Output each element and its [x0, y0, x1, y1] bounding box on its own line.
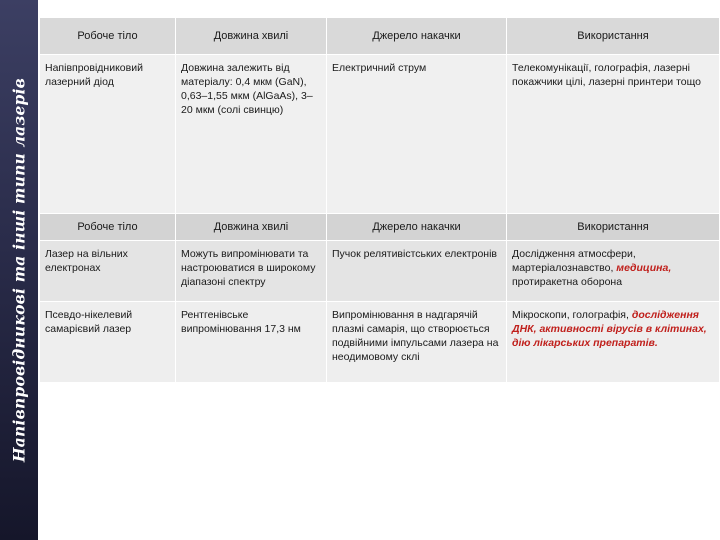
- header-row: [40, 214, 720, 241]
- usage-text: Мікроскопи, голографія,: [512, 309, 632, 321]
- header-row: [40, 18, 720, 55]
- header-working-medium: Робоче тіло: [40, 214, 176, 241]
- side-title-band: [0, 0, 38, 540]
- cell-working-medium: Псевдо-нікелевий самарієвий лазер: [40, 302, 176, 383]
- cell-wavelength: Рентгенівське випромінювання 17,3 нм: [176, 302, 327, 383]
- cell-wavelength: Довжина залежить від матеріалу: 0,4 мкм (GaN), 0,63–1,55 мкм (AlGaAs), 3–20 мкм (солі свинцю): [176, 55, 327, 214]
- cell-pump-source: Електричний струм: [327, 55, 507, 214]
- header-wavelength: Довжина хвилі: [176, 18, 327, 55]
- usage-highlight: дослідження ДНК, активності вірусів в клітинах, дію лікарських препаратів.: [512, 309, 707, 349]
- table-row: [40, 302, 720, 383]
- cell-working-medium: Лазер на вільних електронах: [40, 241, 176, 302]
- slide-title: Напівпровідникові та інші типи лазерів: [9, 77, 29, 463]
- table-row: [40, 55, 720, 214]
- header-pump-source: Джерело накачки: [327, 214, 507, 241]
- table-row: [40, 241, 720, 302]
- cell-wavelength: Можуть випромінювати та настроюватися в широкому діапазоні спектру: [176, 241, 327, 302]
- usage-highlight: медицина,: [616, 262, 672, 274]
- cell-usage: [507, 302, 720, 383]
- header-usage: Використання: [507, 214, 720, 241]
- cell-usage: [507, 241, 720, 302]
- cell-working-medium: Напівпровідниковий лазерний діод: [40, 55, 176, 214]
- laser-types-table: [40, 18, 720, 383]
- header-working-medium: Робоче тіло: [40, 18, 176, 55]
- cell-pump-source: Пучок релятивістських електронів: [327, 241, 507, 302]
- usage-text-tail: протиракетна оборона: [512, 276, 623, 288]
- header-usage: Використання: [507, 18, 720, 55]
- header-wavelength: Довжина хвилі: [176, 214, 327, 241]
- cell-usage: Телекомунікації, голографія, лазерні покажчики цілі, лазерні принтери тощо: [507, 55, 720, 214]
- cell-pump-source: Випромінювання в надгарячій плазмі самарія, що створюється подвійними імпульсами лазера на неодимовому склі: [327, 302, 507, 383]
- usage-text: Дослідження атмосфери, мартеріалознавство,: [512, 248, 636, 274]
- header-pump-source: Джерело накачки: [327, 18, 507, 55]
